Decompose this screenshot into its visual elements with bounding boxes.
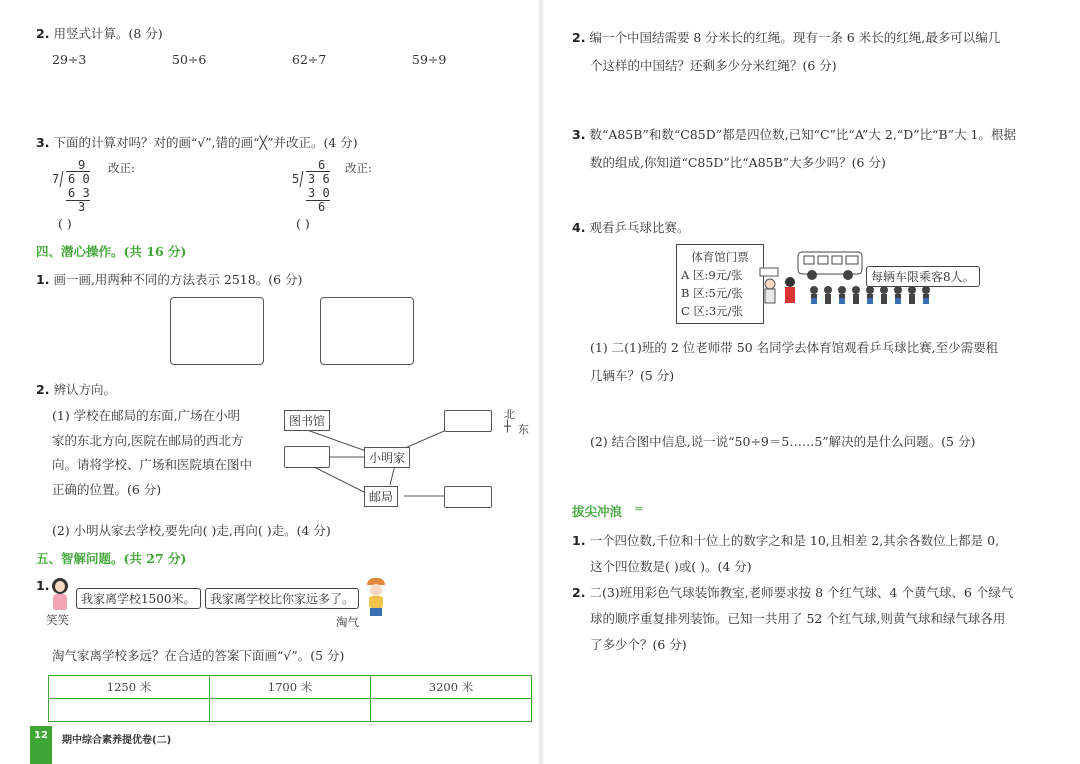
right-b1 (572, 528, 1068, 580)
name-taoqi: 淘气 (336, 615, 359, 629)
right-q4-title (572, 218, 689, 236)
question-number: 1. (572, 533, 586, 548)
footer-title: 期中综合素养提优卷(二) (62, 735, 172, 746)
judge-paren: ( ) (58, 216, 72, 231)
speech-bubble-1: 我家离学校1500米。 (76, 588, 201, 609)
boy-shorts (370, 608, 382, 616)
drawing-box-2[interactable] (320, 297, 414, 365)
name-xiaoxiao: 笑笑 (46, 613, 69, 627)
text-line: 球的顺序重复排列装饰。已知一共用了 52 个红气球,则黄气球和绿气球各用 (590, 611, 1006, 626)
map-post: 邮局 (364, 486, 398, 507)
calc-item: 59÷9 (412, 52, 447, 67)
option-cell: 3200 米 (371, 676, 532, 699)
section-heading-challenge: 拔尖冲浪 (572, 504, 623, 519)
right-q3 (572, 121, 1068, 177)
girl-face (55, 581, 65, 592)
question-number: 2. (36, 26, 50, 41)
text-line: 家的东北方向,医院在邮局的西北方 (52, 432, 244, 448)
question-number: 2. (572, 585, 586, 600)
speech-bubble-2: 我家离学校比你家远多了。 (205, 588, 359, 609)
page-number: 12 (30, 726, 52, 764)
text-line: 向。请将学校、广场和医院填在图中 (52, 457, 253, 472)
left-q2-title (36, 24, 163, 42)
ticket-row: A 区:9元/张 (681, 268, 743, 282)
compass-east: 东 (518, 423, 529, 436)
answer-cell[interactable] (49, 699, 210, 722)
left-s4q1 (36, 270, 302, 288)
direction-paragraph-2: (2) 小明从家去学校,要先向( )走,再向( )走。(4 分) (52, 523, 331, 538)
page-fold (538, 0, 544, 764)
question-text: 辨认方向。 (53, 382, 116, 397)
question-text: 用竖式计算。(8 分) (53, 26, 163, 41)
boy-illustration (364, 578, 388, 618)
text-line: 正确的位置。(6 分) (52, 481, 162, 497)
text-line: 几辆车？(5 分) (590, 368, 675, 383)
question-text: 观看乒乓球比赛。 (589, 220, 690, 235)
s5q1-question: 淘气家离学校多远？在合适的答案下面画“√”。(5 分) (52, 648, 345, 663)
text-line: 一个四位数,千位和十位上的数字之和是 10,且相差 2,其余各数位上都是 0, (589, 533, 1000, 548)
q4-part2: (2) 结合图中信息,说一说“50÷9＝5……5”解决的是什么问题。(5 分) (590, 434, 976, 449)
question-number: 2. (572, 30, 586, 45)
ticket-row: C 区:3元/张 (681, 304, 744, 318)
girl-dress (53, 594, 67, 610)
remainder: 6 (318, 200, 326, 214)
divisor: 7 (52, 172, 60, 186)
text-line: 二(3)班用彩色气球装饰教室,老师要求按 8 个红气球、4 个黄气球、6 个绿气 (589, 585, 1014, 600)
boy-shirt (369, 596, 383, 608)
map-library: 图书馆 (284, 410, 330, 431)
teachers-illustration (758, 266, 808, 314)
bus-limit-sign: 每辆车限乘客8人。 (866, 266, 980, 287)
judge-paren: ( ) (296, 216, 310, 231)
text-line: 了多少个？(6 分) (590, 637, 687, 652)
q4-part1 (590, 334, 998, 390)
question-text: 下面的计算对吗？对的画“√”,错的画“╳”并改正。(4 分) (53, 135, 358, 150)
fix-label: 改正: (345, 161, 372, 175)
quotient: 9 (78, 158, 86, 172)
question-number: 1. (36, 578, 50, 593)
map-home: 小明家 (364, 447, 410, 468)
answer-cell[interactable] (371, 699, 532, 722)
table-row (49, 676, 532, 699)
right-b2 (572, 580, 1068, 658)
calc-item: 29÷3 (52, 52, 87, 67)
girl-illustration (48, 578, 72, 614)
ticket-head: 体育馆门票 (691, 250, 749, 264)
section-heading-5: 五、智解问题。(共 27 分) (36, 551, 187, 566)
map-blank-hospital[interactable] (284, 446, 330, 468)
compass-north: 北 (504, 408, 515, 421)
text-line: 数“A85B”和数“C85D”都是四位数,已知“C”比“A”大 2,“D”比“B”大 1。根据 (589, 127, 1016, 142)
text-line: 编一个中国结需要 8 分米长的红绳。现有一条 6 米长的红绳,最多可以编几 (589, 30, 1001, 45)
compass-icon: ┼ (504, 420, 511, 433)
division-bracket (60, 171, 64, 187)
wave-icon: ≈ (634, 502, 644, 515)
quotient: 6 (318, 158, 326, 172)
text-line: 数的组成,你知道“C85D”比“A85B”大多少吗？(6 分) (590, 155, 886, 170)
dividend: 6 0 (68, 172, 90, 186)
table-row (49, 699, 532, 722)
direction-paragraph-1 (52, 404, 252, 502)
option-cell: 1250 米 (49, 676, 210, 699)
question-number: 1. (36, 272, 50, 287)
question-number: 4. (572, 220, 586, 235)
ticket-price-board (676, 244, 764, 324)
dividend: 3 6 (308, 172, 330, 186)
question-text: 画一画,用两种不同的方法表示 2518。(6 分) (53, 272, 303, 287)
map-road (310, 465, 370, 495)
answer-table (48, 675, 532, 722)
calc-item: 50÷6 (172, 52, 207, 67)
question-number: 3. (36, 135, 50, 150)
text-line: (1) 学校在邮局的东面,广场在小明 (52, 408, 241, 423)
question-number: 3. (572, 127, 586, 142)
text-line: 个这样的中国结？还剩多少分米红绳？(6 分) (590, 58, 837, 73)
product: 6 3 (68, 186, 90, 200)
section-heading-4: 四、潜心操作。(共 16 分) (36, 244, 187, 259)
drawing-box-1[interactable] (170, 297, 264, 365)
option-cell: 1700 米 (210, 676, 371, 699)
map-blank-school[interactable] (444, 486, 492, 508)
remainder: 3 (78, 200, 86, 214)
left-q3-title (36, 133, 358, 151)
right-q2 (572, 24, 1068, 80)
question-number: 2. (36, 382, 50, 397)
answer-cell[interactable] (210, 699, 371, 722)
left-s4q2-title (36, 380, 116, 398)
text-line: (1) 二(1)班的 2 位老师带 50 名同学去体育馆观看乒乓球比赛,至少需要租 (590, 340, 999, 355)
boy-face (370, 584, 382, 596)
product: 3 0 (308, 186, 330, 200)
map-road (390, 465, 395, 485)
division-bracket (300, 171, 304, 187)
divisor: 5 (292, 172, 300, 186)
map-blank-square[interactable] (444, 410, 492, 432)
fix-label: 改正: (108, 161, 135, 175)
ticket-row: B 区:5元/张 (681, 286, 743, 300)
text-line: 这个四位数是( )或( )。(4 分) (590, 559, 752, 574)
calc-item: 62÷7 (292, 52, 327, 67)
